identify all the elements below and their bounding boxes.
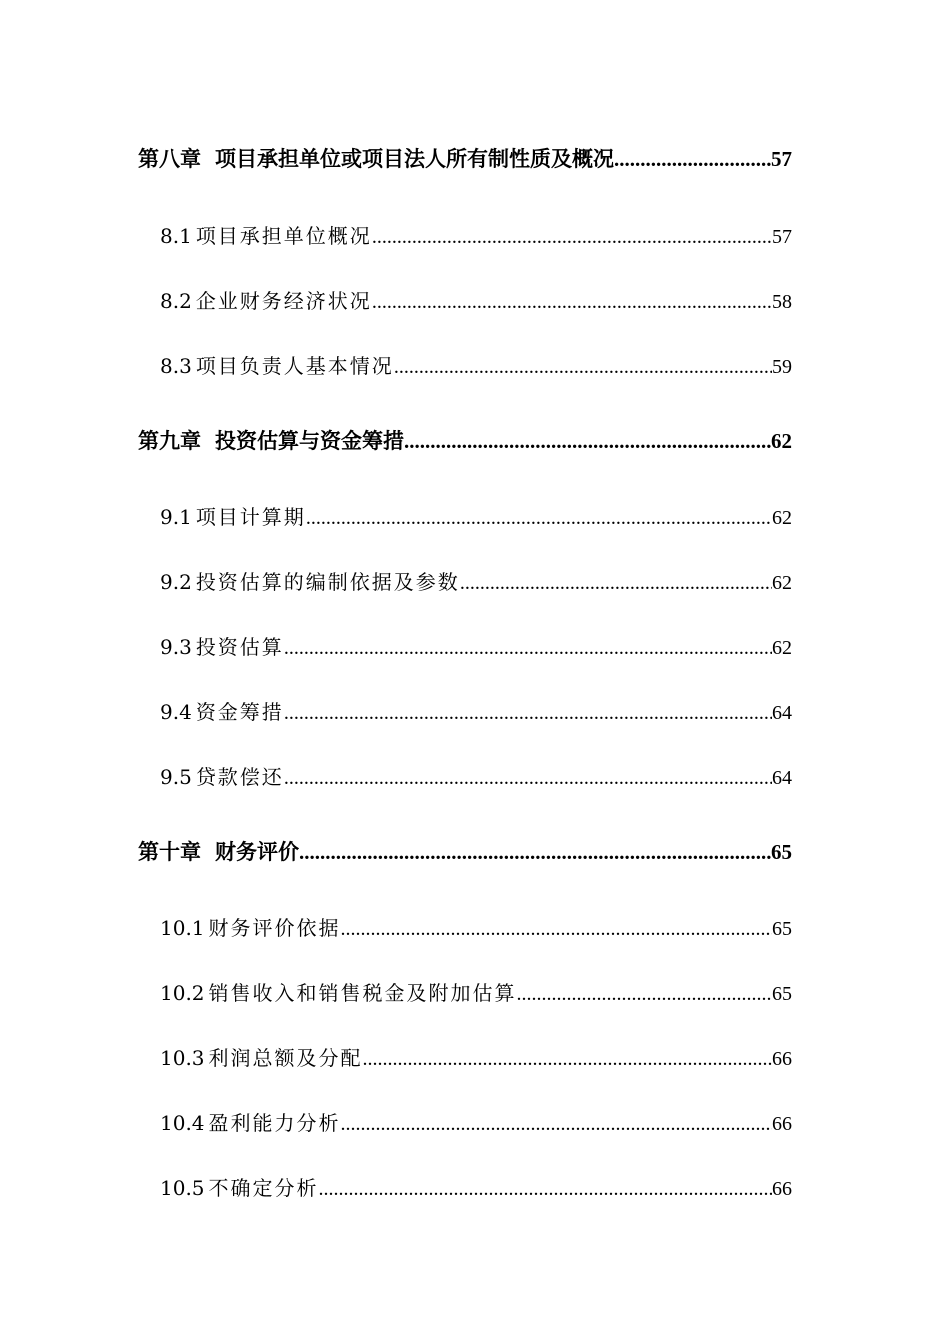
toc-section-10-2[interactable] (160, 983, 792, 1004)
toc-leader-dots (363, 1049, 772, 1069)
toc-section-10-1[interactable] (160, 918, 792, 939)
toc-number: 9.2 (160, 570, 192, 594)
toc-title: 盈利能力分析 (208, 1111, 341, 1135)
toc-page-number: 64 (772, 702, 792, 724)
toc-number: 10.1 (160, 916, 205, 940)
toc-title: 投资估算与资金筹措 (215, 428, 404, 453)
toc-title: 不确定分析 (208, 1176, 319, 1200)
toc-number: 9.1 (160, 505, 192, 529)
toc-page-number: 64 (772, 767, 792, 789)
toc-number: 10.5 (160, 1176, 205, 1200)
toc-page-number: 57 (772, 226, 792, 248)
toc-number: 10.4 (160, 1111, 205, 1135)
toc-title: 贷款偿还 (195, 765, 284, 789)
toc-leader-dots (614, 149, 771, 170)
toc-leader-dots (284, 703, 772, 723)
toc-section-9-5[interactable] (160, 767, 792, 788)
toc-page-number: 65 (772, 918, 792, 940)
toc-section-8-3[interactable] (160, 356, 792, 377)
toc-number: 9.5 (160, 765, 192, 789)
toc-number: 10.2 (160, 981, 205, 1005)
toc-title: 企业财务经济状况 (195, 289, 372, 313)
toc-section-8-2[interactable] (160, 291, 792, 312)
toc-title: 财务评价 (215, 839, 299, 864)
toc-page-number: 66 (772, 1113, 792, 1135)
toc-title: 项目负责人基本情况 (195, 354, 394, 378)
toc-section-9-4[interactable] (160, 702, 792, 723)
toc-chapter-10[interactable] (138, 841, 792, 863)
toc-number: 8.3 (160, 354, 192, 378)
toc-page-number: 66 (772, 1048, 792, 1070)
toc-leader-dots (372, 292, 772, 312)
toc-leader-dots (299, 842, 771, 863)
toc-chapter-9[interactable] (138, 430, 792, 452)
toc-page-number: 66 (772, 1178, 792, 1200)
toc-title: 财务评价依据 (208, 916, 341, 940)
toc-section-9-1[interactable] (160, 507, 792, 528)
toc-title: 项目承担单位或项目法人所有制性质及概况 (215, 146, 614, 171)
toc-leader-dots (341, 919, 772, 939)
toc-section-9-3[interactable] (160, 637, 792, 658)
toc-number: 9.4 (160, 700, 192, 724)
toc-leader-dots (284, 768, 772, 788)
toc-section-8-1[interactable] (160, 226, 792, 247)
toc-page-number: 58 (772, 291, 792, 313)
toc-section-10-3[interactable] (160, 1048, 792, 1069)
toc-number: 第十章 (138, 839, 201, 864)
toc-number: 10.3 (160, 1046, 205, 1070)
toc-number: 第九章 (138, 428, 201, 453)
toc-page-number: 57 (771, 147, 792, 171)
toc-number: 第八章 (138, 146, 201, 171)
toc-page-number: 59 (772, 356, 792, 378)
toc-page-number: 62 (772, 507, 792, 529)
toc-title: 项目承担单位概况 (195, 224, 372, 248)
toc-title: 利润总额及分配 (208, 1046, 363, 1070)
toc-leader-dots (372, 227, 772, 247)
toc-title: 投资估算 (195, 635, 284, 659)
toc-title: 资金筹措 (195, 700, 284, 724)
toc-leader-dots (306, 508, 772, 528)
toc-number: 8.2 (160, 289, 192, 313)
toc-number: 8.1 (160, 224, 192, 248)
toc-title: 销售收入和销售税金及附加估算 (208, 981, 517, 1005)
toc-leader-dots (284, 638, 772, 658)
toc-leader-dots (517, 984, 772, 1004)
toc-title: 投资估算的编制依据及参数 (195, 570, 460, 594)
toc-title: 项目计算期 (195, 505, 306, 529)
toc-leader-dots (319, 1179, 772, 1199)
toc-page-number: 65 (771, 840, 792, 864)
toc-number: 9.3 (160, 635, 192, 659)
toc-leader-dots (460, 573, 772, 593)
toc-leader-dots (341, 1114, 772, 1134)
toc-leader-dots (394, 357, 772, 377)
toc-page-number: 65 (772, 983, 792, 1005)
toc-section-9-2[interactable] (160, 572, 792, 593)
toc-page-number: 62 (772, 572, 792, 594)
toc-section-10-4[interactable] (160, 1113, 792, 1134)
toc-section-10-5[interactable] (160, 1178, 792, 1199)
toc-page-number: 62 (771, 429, 792, 453)
toc-leader-dots (404, 431, 771, 452)
toc-page-number: 62 (772, 637, 792, 659)
toc-chapter-8[interactable] (138, 148, 792, 170)
